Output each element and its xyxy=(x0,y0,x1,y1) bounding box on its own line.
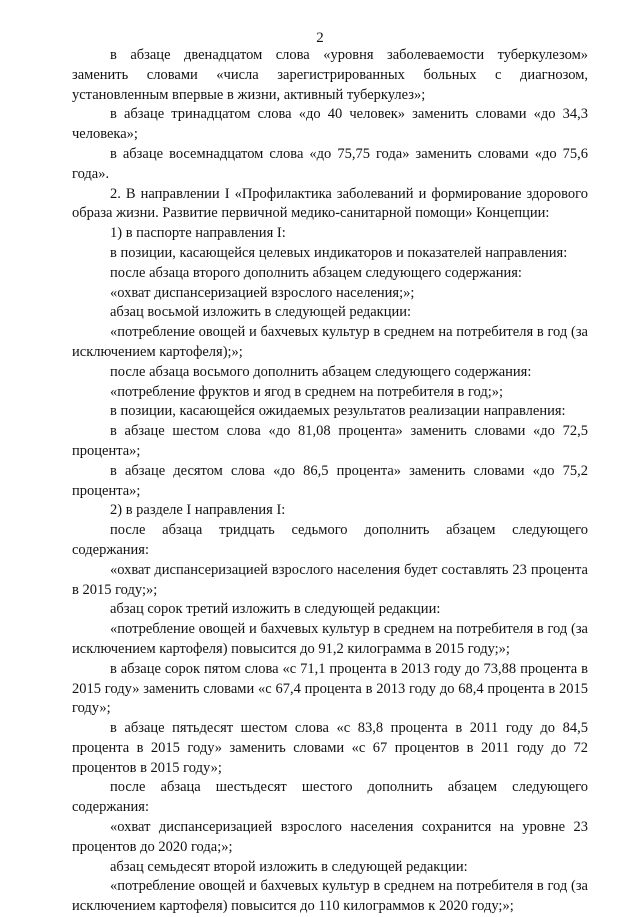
paragraph: абзац семьдесят второй изложить в следующей редакции: xyxy=(110,858,468,875)
paragraph: в абзаце двенадцатом слова «уровня заболеваемости туберкулезом» заменить словами «числа зарегистрированных больных с диагнозом, установленным впервые в жизни, активный туберкулез»; xyxy=(72,47,588,103)
paragraph: в абзаце восемнадцатом слова «до 75,75 года» заменить словами «до 75,6 года». xyxy=(72,145,588,182)
paragraph: абзац восьмой изложить в следующей редакции: xyxy=(110,304,412,321)
paragraph: после абзаца второго дополнить абзацем следующего содержания: xyxy=(110,264,522,281)
paragraph: в абзаце сорок пятом слова «с 71,1 процента в 2013 году до 73,88 процента в 2015 году» заменить словами «с 67,4 процента в 2013 году до 68,4 процента в 2015 году»; xyxy=(72,660,588,717)
paragraph: «потребление овощей и бахчевых культур в среднем на потребителя в год (за исключением картофеля);»; xyxy=(72,324,588,360)
paragraph: в абзаце пятьдесят шестом слова «с 83,8 процента в 2011 году до 84,5 процента в 2015 году» заменить словами «с 67 процентов в 2011 году до 72 процентов в 2015 году»; xyxy=(72,720,588,776)
paragraph: после абзаца восьмого дополнить абзацем следующего содержания: xyxy=(110,363,532,380)
page-number: 2 xyxy=(316,30,324,46)
paragraph: «охват диспансеризацией взрослого населения будет составлять 23 процента в 2015 году;»; xyxy=(72,561,588,598)
paragraph: 2) в разделе I направления I: xyxy=(110,502,286,519)
paragraph: «потребление овощей и бахчевых культур в среднем на потребителя в год (за исключением картофеля) повысится до 110 килограммов к 2020 году;»; xyxy=(72,878,588,915)
paragraph: в позиции, касающейся целевых индикаторов и показателей направления: xyxy=(110,244,568,261)
paragraph: 1) в паспорте направления I: xyxy=(110,225,286,242)
paragraph: после абзаца тридцать седьмого дополнить абзацем следующего содержания: xyxy=(72,522,588,558)
paragraph: абзац сорок третий изложить в следующей редакции: xyxy=(110,601,441,618)
document-body xyxy=(72,46,588,917)
paragraph: 2. В направлении I «Профилактика заболеваний и формирование здорового образа жизни. Развитие первичной медико-санитарной помощи» Концепции: xyxy=(72,185,588,222)
paragraph: в абзаце шестом слова «до 81,08 процента» заменить словами «до 72,5 процента»; xyxy=(72,423,588,459)
paragraph: «охват диспансеризацией взрослого населения;»; xyxy=(110,284,415,301)
paragraph: в абзаце тринадцатом слова «до 40 человек» заменить словами «до 34,3 человека»; xyxy=(72,106,588,143)
paragraph: «охват диспансеризацией взрослого населения сохранится на уровне 23 процентов до 2020 года;»; xyxy=(72,819,588,855)
paragraph: в абзаце десятом слова «до 86,5 процента» заменить словами «до 75,2 процента»; xyxy=(72,462,588,499)
paragraph: «потребление овощей и бахчевых культур в среднем на потребителя в год (за исключением картофеля) повысится до 91,2 килограмма в 2015 году;»; xyxy=(72,621,588,657)
paragraph: после абзаца шестьдесят шестого дополнить абзацем следующего содержания: xyxy=(72,779,588,816)
paragraph: в позиции, касающейся ожидаемых результатов реализации направления: xyxy=(110,403,566,420)
paragraph: «потребление фруктов и ягод в среднем на потребителя в год;»; xyxy=(110,383,504,400)
